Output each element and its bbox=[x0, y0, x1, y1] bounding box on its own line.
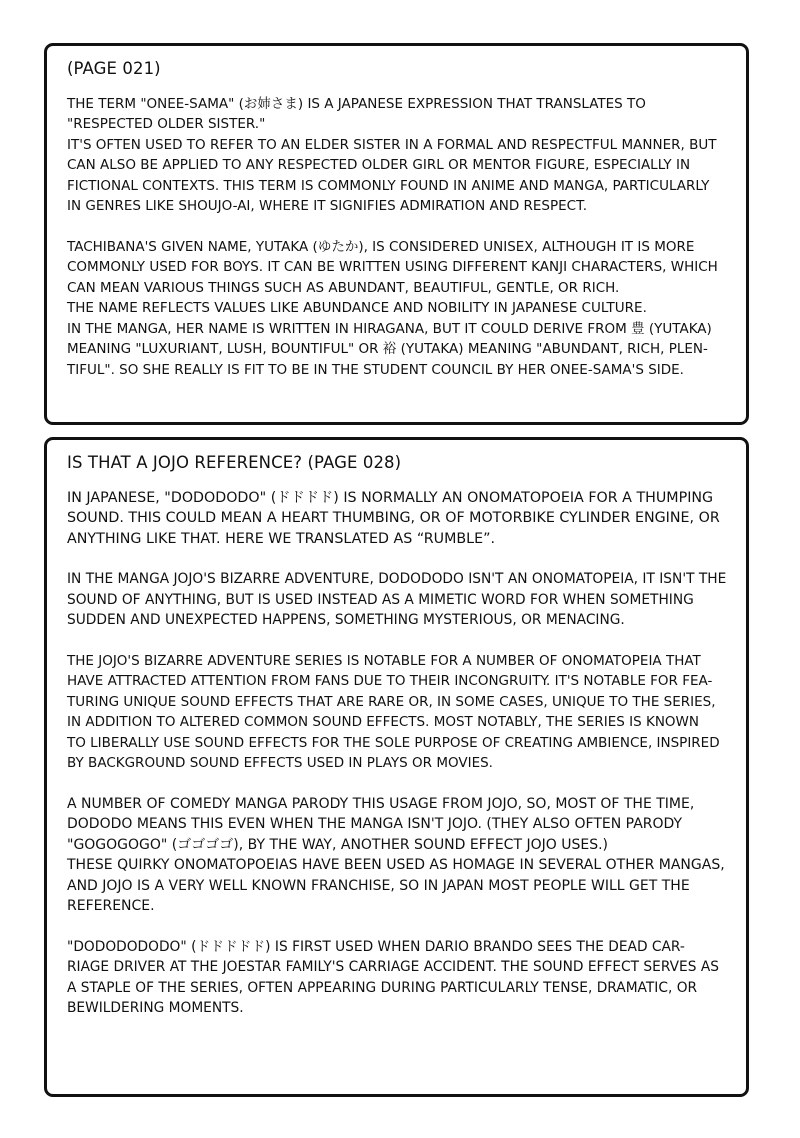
note-paragraph: "DODODODODO" (ドドドドド) IS FIRST USED WHEN DARIO BRANDO SEES THE DEAD CAR- RIAGE DRIVER AT THE JOESTAR FAMILY'S CARRIAGE ACCIDENT. THE SOUND EFFECT SERVES AS A STAPLE OF THE SERIES, OFTEN APPEARING DURING PARTICULARLY TENSE, DRAMATIC, OR BEWILDERING MOMENTS. bbox=[67, 938, 719, 1016]
note-heading: (PAGE 021) bbox=[67, 59, 161, 78]
note-paragraph: IN THE MANGA JOJO'S BIZARRE ADVENTURE, DODODODO ISN'T AN ONOMATOPEIA, IT ISN'T THE SOUND OF ANYTHING, BUT IS USED INSTEAD AS A MIMETIC WORD FOR WHEN SOMETHING SUDDEN AND UNEXPECTED HAPPENS, SOMETHING MYSTERIOUS, OR MENACING. bbox=[67, 571, 727, 628]
note-paragraph: TACHIBANA'S GIVEN NAME, YUTAKA (ゆたか), IS CONSIDERED UNISEX, ALTHOUGH IT IS MORE COMMONLY USED FOR BOYS. IT CAN BE WRITTEN USING DIFFERENT KANJI CHARACTERS, WHICH CAN MEAN VARIOUS THINGS SUCH AS ABUNDANT, BEAUTIFUL, GENTLE, OR RICH. THE NAME REFLECTS VALUES LIKE ABUNDANCE AND NOBILITY IN JAPANESE CULTURE. IN THE MANGA, HER NAME IS WRITTEN IN HIRAGANA, BUT IT COULD DERIVE FROM 豊 (YUTAKA) MEANING "LUXURIANT, LUSH, BOUNTIFUL" OR 裕 (YUTAKA) MEANING "ABUNDANT, RICH, PLEN- TIFUL". SO SHE REALLY IS FIT TO BE IN THE STUDENT COUNCIL BY HER ONEE-SAMA'S SIDE. bbox=[67, 238, 718, 378]
note-panel-page-028 bbox=[44, 437, 749, 1097]
note-paragraph: THE TERM "ONEE-SAMA" (お姉さま) IS A JAPANESE EXPRESSION THAT TRANSLATES TO "RESPECTED OLDER SISTER." IT'S OFTEN USED TO REFER TO AN ELDER SISTER IN A FORMAL AND RESPECTFUL MANNER, BUT CAN ALSO BE APPLIED TO ANY RESPECTED OLDER GIRL OR MENTOR FIGURE, ESPECIALLY IN FICTIONAL CONTEXTS. THIS TERM IS COMMONLY FOUND IN ANIME AND MANGA, PARTICULARLY IN GENRES LIKE SHOUJO-AI, WHERE IT SIGNIFIES ADMIRATION AND RESPECT. bbox=[67, 95, 717, 214]
note-paragraph: IN JAPANESE, "DODODODO" (ドドドド) IS NORMALLY AN ONOMATOPOEIA FOR A THUMPING SOUND. THIS COULD MEAN A HEART THUMBING, OR OF MOTORBIKE CYLINDER ENGINE, OR ANYTHING LIKE THAT. HERE WE TRANSLATED AS “RUMBLE”. bbox=[67, 489, 720, 547]
note-panel-page-021 bbox=[44, 43, 749, 425]
note-paragraph: THE JOJO'S BIZARRE ADVENTURE SERIES IS NOTABLE FOR A NUMBER OF ONOMATOPEIA THAT HAVE ATTRACTED ATTENTION FROM FANS DUE TO THEIR INCONGRUITY. IT'S NOTABLE FOR FEA- TURING UNIQUE SOUND EFFECTS THAT ARE RARE OR, IN SOME CASES, UNIQUE TO THE SERIES, IN ADDITION TO ALTERED COMMON SOUND EFFECTS. MOST NOTABLY, THE SERIES IS KNOWN TO LIBERALLY USE SOUND EFFECTS FOR THE SOLE PURPOSE OF CREATING AMBIENCE, INSPIRED BY BACKGROUND SOUND EFFECTS USED IN PLAYS OR MOVIES. bbox=[67, 652, 720, 771]
note-heading: IS THAT A JOJO REFERENCE? (PAGE 028) bbox=[67, 453, 402, 472]
note-paragraph: A NUMBER OF COMEDY MANGA PARODY THIS USAGE FROM JOJO, SO, MOST OF THE TIME, DODODO MEANS THIS EVEN WHEN THE MANGA ISN'T JOJO. (THEY ALSO OFTEN PARODY "GOGOGOGO" (ゴゴゴゴ), BY THE WAY, ANOTHER SOUND EFFECT JOJO USES.) THESE QUIRKY ONOMATOPOEIAS HAVE BEEN USED AS HOMAGE IN SEVERAL OTHER MANGAS, AND JOJO IS A VERY WELL KNOWN FRANCHISE, SO IN JAPAN MOST PEOPLE WILL GET THE REFERENCE. bbox=[67, 795, 725, 914]
